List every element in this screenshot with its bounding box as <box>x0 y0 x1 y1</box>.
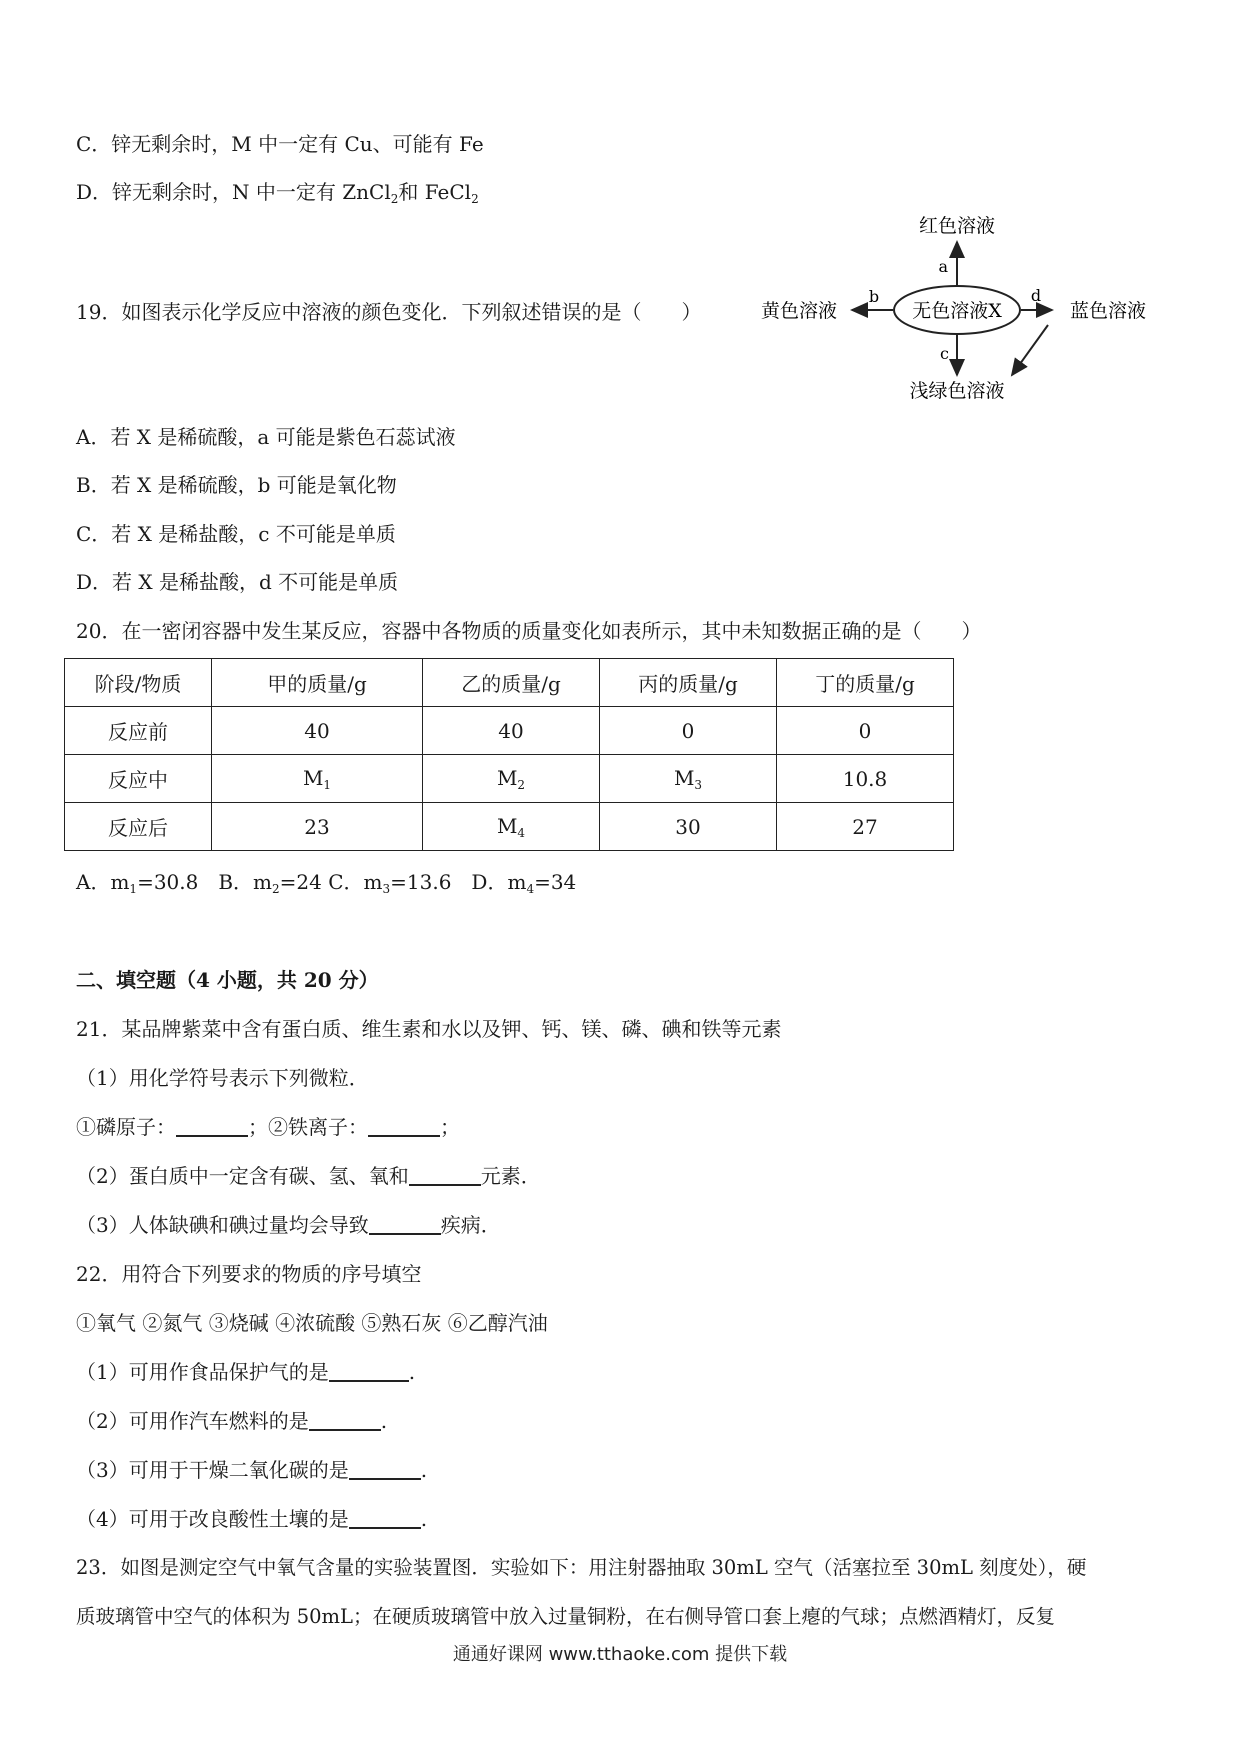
q19-option-c: C．若 X 是稀盐酸，c 不可能是单质 <box>76 522 396 546</box>
q22-stem: 22．用符合下列要求的物质的序号填空 <box>76 1262 422 1286</box>
table-cell: 27 <box>777 803 954 851</box>
q22-part4: （4）可用于改良酸性土壤的是 . <box>76 1507 428 1531</box>
table-cell: $M_3$ <box>600 755 777 803</box>
answer-blank[interactable] <box>349 1458 421 1480</box>
center-label: 无色溶液X <box>912 300 1002 322</box>
table-row <box>65 803 954 851</box>
label-a: a <box>938 257 948 276</box>
table-header: 乙的质量/g <box>423 659 600 707</box>
table-cell: 40 <box>212 707 423 755</box>
table-cell: 40 <box>423 707 600 755</box>
q22-choices: ①氧气 ②氮气 ③烧碱 ④浓硫酸 ⑤熟石灰 ⑥乙醇汽油 <box>76 1311 548 1335</box>
answer-blank[interactable] <box>176 1115 248 1137</box>
answer-blank[interactable] <box>409 1164 481 1186</box>
label-d: d <box>1030 286 1042 305</box>
answer-blank[interactable] <box>349 1507 421 1529</box>
top-label: 红色溶液 <box>918 215 996 237</box>
footer-source: 通通好课网 www.tthaoke.com 提供下载 <box>452 1644 788 1665</box>
q21-part1: （1）用化学符号表示下列微粒． <box>76 1066 369 1090</box>
q18-option-c: C．锌无剩余时，M 中一定有 Cu、可能有 Fe <box>76 132 484 156</box>
table-cell: 0 <box>600 707 777 755</box>
table-cell: 反应后 <box>65 803 212 851</box>
answer-blank[interactable] <box>309 1409 381 1431</box>
arrow-blue-to-green <box>1012 325 1048 375</box>
label-b: b <box>868 287 880 306</box>
section-title: 二、填空题（4 小题，共 20 分） <box>76 968 379 992</box>
q19-option-d: D．若 X 是稀盐酸，d 不可能是单质 <box>76 570 399 594</box>
color-change-diagram <box>752 215 1162 405</box>
mass-table <box>64 658 954 851</box>
table-cell: $M_2$ <box>423 755 600 803</box>
answer-blank[interactable] <box>369 1213 441 1235</box>
q23-line1: 23．如图是测定空气中氧气含量的实验装置图．实验如下：用注射器抽取 30mL 空气（活塞拉至 30mL 刻度处），硬 <box>76 1556 1087 1579</box>
right-label: 蓝色溶液 <box>1069 300 1147 322</box>
q22-part3: （3）可用于干燥二氧化碳的是 . <box>76 1458 428 1482</box>
table-header: 丁的质量/g <box>777 659 954 707</box>
table-cell: $M_1$ <box>212 755 423 803</box>
q21-part1-blanks: ①磷原子： ；②铁离子： ； <box>76 1115 460 1139</box>
label-c: c <box>940 344 949 363</box>
q20-options: A．$m_1=30.8$ B．$m_2=24$ C．$m_3=13.6$ D．$m_4=34$ <box>76 870 577 896</box>
q19-option-b: B．若 X 是稀硫酸，b 可能是氧化物 <box>76 473 397 497</box>
table-header-row <box>65 659 954 707</box>
table-row <box>65 707 954 755</box>
q22-part1: （1）可用作食品保护气的是 . <box>76 1360 416 1384</box>
table-cell: 23 <box>212 803 423 851</box>
answer-blank[interactable] <box>329 1360 409 1382</box>
q19-stem: 19．如图表示化学反应中溶液的颜色变化．下列叙述错误的是（ ） <box>76 300 702 324</box>
table-cell: 反应前 <box>65 707 212 755</box>
table-cell: 反应中 <box>65 755 212 803</box>
table-cell: 30 <box>600 803 777 851</box>
q23-line2: 质玻璃管中空气的体积为 50mL；在硬质玻璃管中放入过量铜粉，在右侧导管口套上瘪的气球；点燃酒精灯，反复 <box>76 1605 1055 1628</box>
table-header: 丙的质量/g <box>600 659 777 707</box>
table-row <box>65 755 954 803</box>
table-header: 阶段/物质 <box>65 659 212 707</box>
q21-stem: 21．某品牌紫菜中含有蛋白质、维生素和水以及钾、钙、镁、磷、碘和铁等元素 <box>76 1017 782 1041</box>
q21-part3: （3）人体缺碘和碘过量均会导致 疾病． <box>76 1213 501 1237</box>
q19-option-a: A．若 X 是稀硫酸，a 可能是紫色石蕊试液 <box>76 425 456 449</box>
table-cell: $M_4$ <box>423 803 600 851</box>
left-label: 黄色溶液 <box>760 300 838 322</box>
q21-part2: （2）蛋白质中一定含有碳、氢、氧和 元素． <box>76 1164 541 1188</box>
q20-stem: 20．在一密闭容器中发生某反应，容器中各物质的质量变化如表所示，其中未知数据正确的是（ ） <box>76 619 982 643</box>
bottom-label: 浅绿色溶液 <box>909 380 1005 402</box>
q22-part2: （2）可用作汽车燃料的是 . <box>76 1409 388 1433</box>
answer-blank[interactable] <box>368 1115 440 1137</box>
table-cell: 0 <box>777 707 954 755</box>
table-header: 甲的质量/g <box>212 659 423 707</box>
q18-option-d: D．锌无剩余时，N 中一定有 ZnCl$_2$和 FeCl$_2$ <box>76 180 479 206</box>
table-cell: 10.8 <box>777 755 954 803</box>
